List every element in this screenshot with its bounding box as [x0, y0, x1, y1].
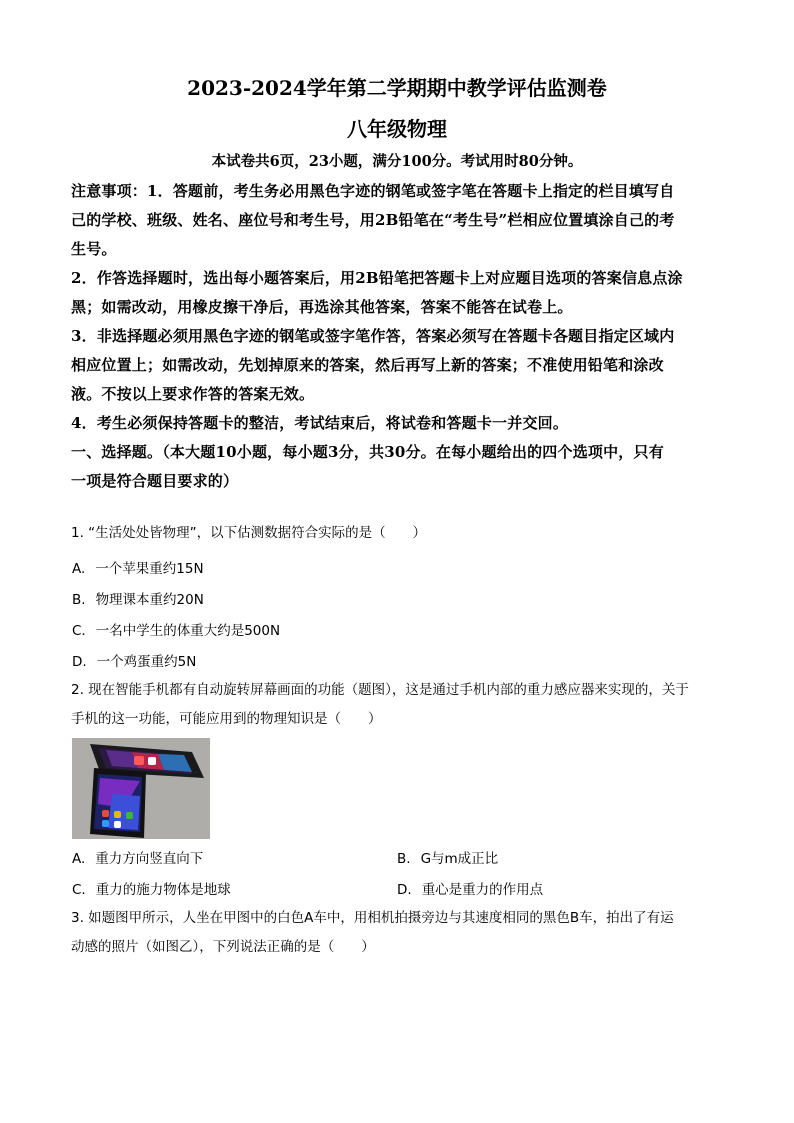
note-1-line-3: 生号。 — [71, 240, 117, 258]
q3-stem-line-2: 动感的照片（如图乙），下列说法正确的是（ ） — [71, 939, 375, 955]
option-letter: C. — [72, 882, 86, 898]
option-letter: C. — [72, 623, 86, 639]
option-letter: D. — [397, 882, 412, 898]
option-letter: A. — [72, 851, 86, 867]
option-letter: B. — [72, 592, 86, 608]
option-text: G与m成正比 — [420, 851, 499, 867]
q3-stem-line-1: 3. 如题图甲所示，人坐在甲图中的白色A车中，用相机拍摄旁边与其速度相同的黑色B车，拍出了有运 — [71, 910, 674, 926]
q2-stem-line-2: 手机的这一功能，可能应用到的物理知识是（ ） — [71, 711, 382, 727]
phone-illustration — [72, 738, 210, 839]
option-text: 重力方向竖直向下 — [95, 851, 204, 867]
question-2-stem — [71, 676, 731, 734]
q1-option-b — [72, 588, 204, 608]
option-text: 一个苹果重约15N — [95, 561, 204, 577]
q2-option-b — [397, 847, 498, 867]
note-1-line-2: 己的学校、班级、姓名、座位号和考生号，用2B铅笔在“考生号”栏相应位置填涂自己的考 — [71, 211, 675, 229]
option-letter: A. — [72, 561, 86, 577]
q1-option-a — [72, 557, 204, 577]
option-letter: D. — [72, 654, 87, 670]
phone-photo — [72, 738, 210, 839]
q1-option-d — [72, 650, 196, 670]
note-3-line-2: 相应位置上；如需改动，先划掉原来的答案，然后再写上新的答案；不准使用铅笔和涂改 — [71, 356, 664, 374]
q2-option-d — [397, 878, 543, 898]
note-1-line-1: 注意事项：1．答题前，考生务必用黑色字迹的钢笔或签字笔在答题卡上指定的栏目填写自 — [71, 182, 675, 200]
note-2-line-2: 黑；如需改动，用橡皮擦干净后，再选涂其他答案，答案不能答在试卷上。 — [71, 298, 573, 316]
note-4: 4．考生必须保持答题卡的整洁，考试结束后，将试卷和答题卡一并交回。 — [71, 414, 569, 432]
section-1-heading-line-2: 一项是符合题目要求的） — [71, 472, 239, 490]
option-text: 物理课本重约20N — [95, 592, 204, 608]
exam-title: 2023-2024学年第二学期期中教学评估监测卷 — [187, 76, 607, 100]
option-text: 重力的施力物体是地球 — [95, 882, 231, 898]
q2-option-a — [72, 847, 203, 867]
note-3-line-3: 液。不按以上要求作答的答案无效。 — [71, 385, 315, 403]
option-text: 一个鸡蛋重约5N — [96, 654, 197, 670]
note-2-line-1: 2．作答选择题时，选出每小题答案后，用2B铅笔把答题卡上对应题目选项的答案信息点涂 — [71, 269, 683, 287]
section-1-heading-line-1: 一、选择题。（本大题10小题，每小题3分，共30分。在每小题给出的四个选项中，只有 — [71, 443, 664, 461]
option-text: 重心是重力的作用点 — [421, 882, 544, 898]
q2-stem-line-1: 2. 现在智能手机都有自动旋转屏幕画面的功能（题图），这是通过手机内部的重力感应器来实现的，关于 — [71, 682, 689, 698]
question-3-stem — [71, 904, 731, 962]
note-3-line-1: 3．非选择题必须用黑色字迹的钢笔或签字笔作答，答案必须写在答题卡各题目指定区域内 — [71, 327, 675, 345]
question-1-stem: 1. “生活处处皆物理”，以下估测数据符合实际的是（ ） — [71, 525, 427, 541]
exam-intro: 本试卷共6页，23小题，满分100分。考试用时80分钟。 — [211, 153, 583, 170]
option-text: 一名中学生的体重大约是500N — [95, 623, 281, 639]
exam-subtitle: 八年级物理 — [347, 117, 447, 141]
q1-option-c — [72, 619, 280, 639]
option-letter: B. — [397, 851, 411, 867]
notes-block — [71, 177, 723, 496]
q2-option-c — [72, 878, 231, 898]
